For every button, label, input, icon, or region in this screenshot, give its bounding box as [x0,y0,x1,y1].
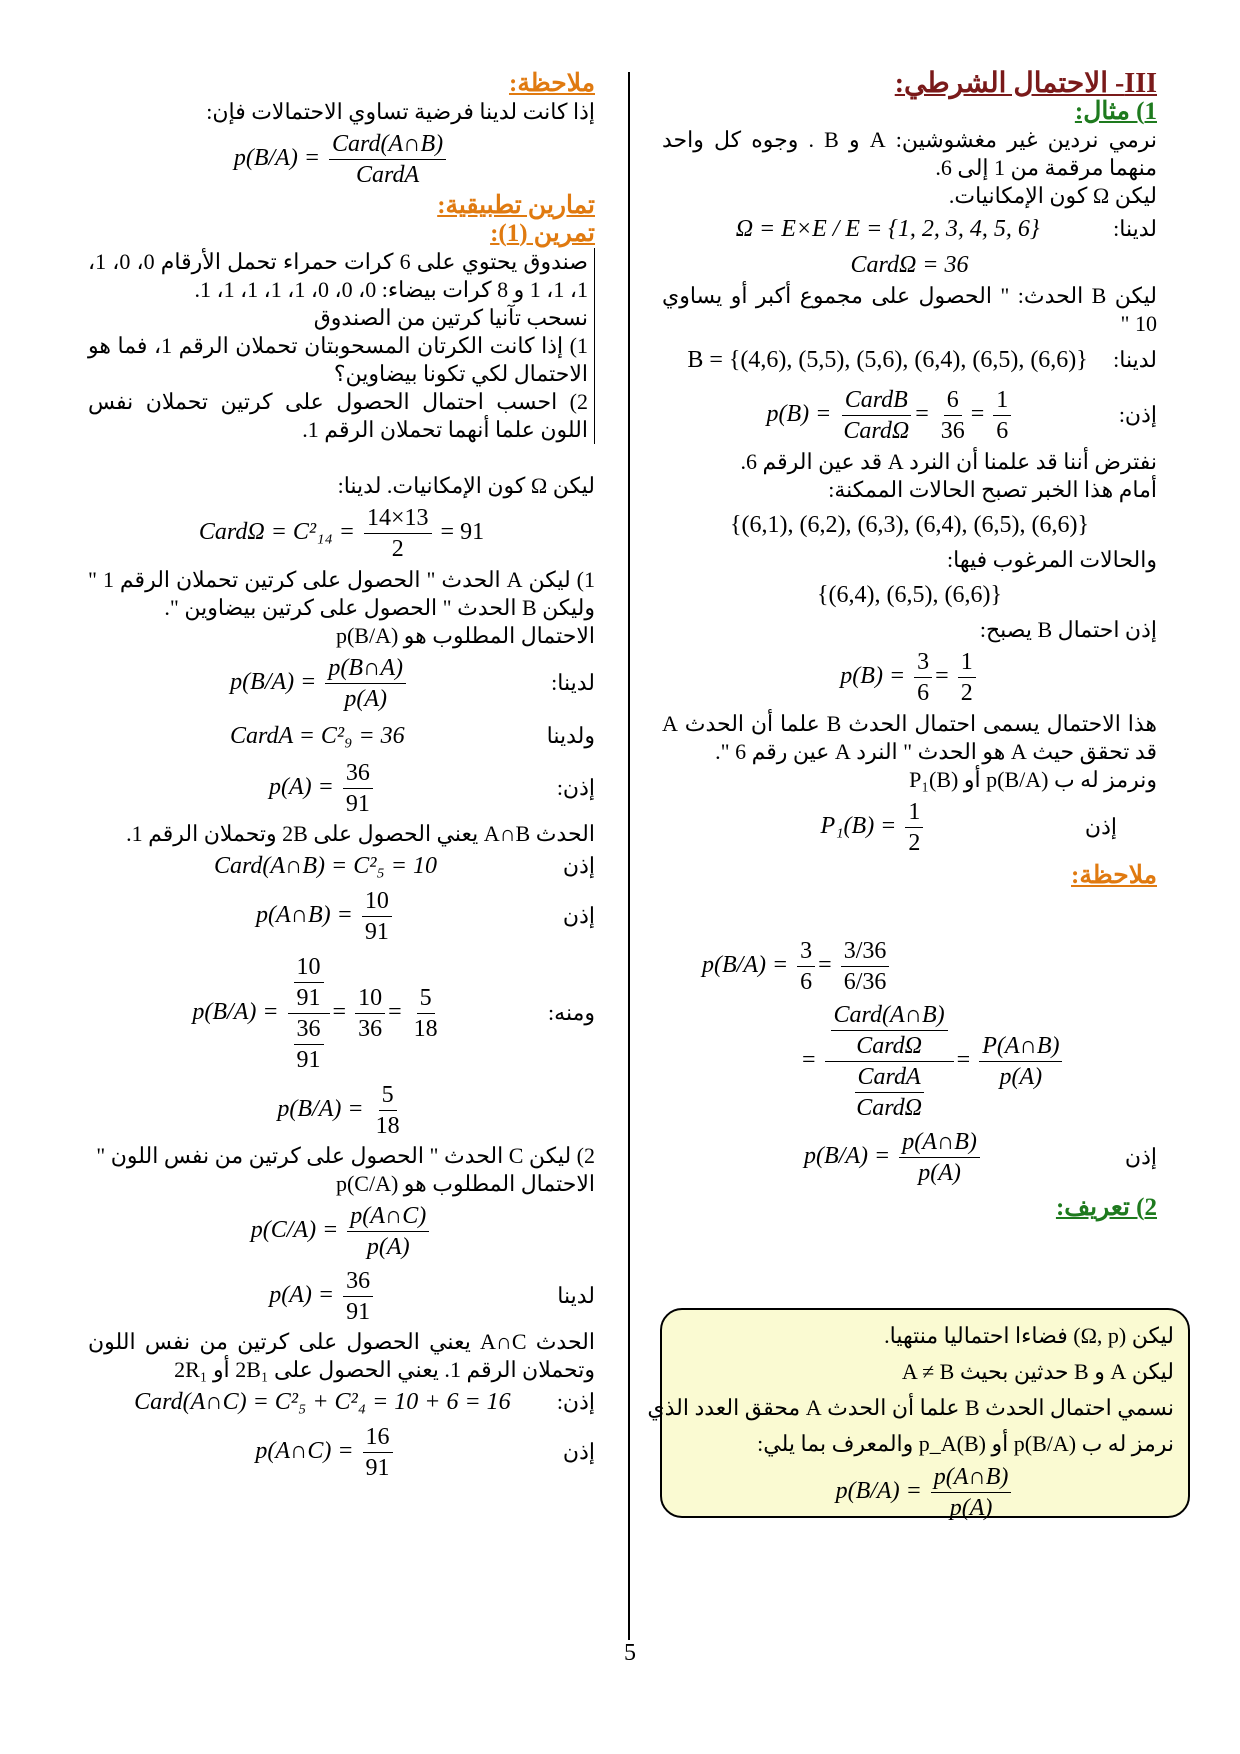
exercises-title: تمارين تطبيقية: [437,192,595,219]
equation-row [88,1198,595,1264]
lhs: P₁(B) = [820,812,897,839]
lhs: p(B) = [766,400,832,427]
equation-row [662,998,1157,1124]
definition-title: 2) تعريف: [1055,1194,1157,1221]
label: إذن [1124,1144,1157,1169]
equation [88,1422,563,1483]
numerator [825,1000,954,1062]
numerator: p(A∩B) [931,1462,1012,1493]
equation-row [662,210,1157,248]
lhs: p(B/A) = [835,1477,922,1504]
numerator: Card(A∩B) [329,129,446,160]
equation [662,797,1085,858]
numerator: p(A∩B) [899,1127,980,1158]
lhs: p(A) = [269,1281,335,1308]
fraction [979,1031,1062,1092]
fraction [363,1422,393,1483]
equation: Card(A∩B) = C²₅ = 10 [213,853,437,879]
page-number: 5 [624,1640,636,1666]
lhs: p(C/A) = [250,1216,339,1243]
label: لدينا: [551,670,595,695]
equation: Ω = E×E / E = {1, 2, 3, 4, 5, 6} [735,216,1040,242]
equation: CardA = C²₉ = 36 [230,723,405,749]
note-title: ملاحظة: [1071,862,1157,889]
equation [88,1080,595,1141]
equation-row [676,1462,1174,1522]
exercise-line: 1) إذا كانت الكرتان المسحوبتان تحملان الرقم 1، فما هو الاحتمال لكي تكونا بيضاوين؟ [88,333,588,386]
lhs: p(B/A) = [702,951,789,978]
equation: {(6,4), (6,5), (6,6)} [817,582,1002,608]
numerator: p(B∩A) [325,653,406,684]
fraction [329,129,446,190]
fraction [373,1080,403,1141]
compound-fraction [288,952,330,1075]
numerator [288,952,330,1014]
equation [88,758,557,819]
denominator: 36 [940,417,965,444]
fraction [853,1062,925,1123]
numerator: 3 [914,647,932,678]
right-column [662,70,1157,1222]
equation-row [662,1124,1157,1190]
denominator: 6 [800,968,813,995]
lhs: p(B/A) = [277,1095,364,1122]
denominator: 91 [296,1046,321,1073]
equation-row [88,1078,595,1142]
equation-row [88,756,595,820]
lhs: p(B/A) = [192,998,279,1025]
paragraph: ليكن Ω كون الإمكانيات. لدينا: [337,473,595,498]
numerator: Card(A∩B) [831,1000,948,1031]
equation-row [88,500,595,566]
denominator: 91 [365,1454,390,1481]
exercise-line: نسحب تآنيا كرتين من الصندوق [313,305,588,330]
denominator: 6/36 [843,968,887,995]
fraction [841,936,890,997]
denominator: CardΩ [843,417,910,444]
equation [88,886,563,947]
equation-row [88,848,595,884]
paragraph: ونرمز له ب p(B/A) أو P₁(B) [909,767,1157,792]
equation [88,653,551,714]
equation-row [88,1420,595,1484]
equation: p(B) = $\frac{\text{CardB}}{\text{CardΩ}}$ = $\frac{6}{36}$ = $\frac{1}{6}$ [662,385,1119,446]
rhs: = 91 [440,518,485,545]
denominator: 6 [917,679,930,706]
equation-row [662,934,1157,998]
denominator: 36 [358,1015,383,1042]
equation: p(B/A) = $\frac{3}{6}$ = $\frac{3/36}{6/36}$ [662,936,1157,997]
numerator: 5 [379,1080,397,1111]
definition-line: نسمي احتمال الحدث B علما أن الحدث A محقق العدد الذي [647,1395,1174,1420]
denominator: CardΩ [856,1032,922,1059]
fraction [938,385,968,446]
fraction [347,1201,429,1262]
numerator: 16 [363,1422,393,1453]
denominator: p(A) [344,685,387,712]
denominator: 2 [908,829,921,856]
numerator: 1 [905,797,923,828]
numerator: 10 [362,886,392,917]
denominator [847,1062,931,1123]
fraction [355,983,385,1044]
paragraph: إذن احتمال B يصبح: [979,617,1157,642]
equation [662,1127,1125,1188]
lhs: p(B/A) = [230,668,317,695]
label: إذن [562,1439,595,1464]
equation-row [662,504,1157,546]
equation [676,1462,1174,1523]
denominator: 2 [391,535,404,562]
equation: {(6,1), (6,2), (6,3), (6,4), (6,5), (6,6)} [730,512,1089,538]
numerator: 1 [993,385,1011,416]
numerator: 36 [343,1266,373,1297]
equation: B = {(4,6), (5,5), (5,6), (6,4), (6,5), (6,6)} [687,347,1088,373]
equation-row [88,1264,595,1328]
numerator: 36 [343,758,373,789]
numerator: 3 [797,936,815,967]
lhs: p(B) = [840,662,906,689]
numerator: 5 [417,983,435,1014]
fraction [831,1000,948,1061]
section-heading: III- الاحتمال الشرطي: [894,68,1157,99]
lhs: p(A∩B) = [256,901,353,928]
equation: p(B/A) = $\frac{\frac{10}{91}}{\frac{36}{91}}$ = $\frac{10}{36}$ = $\frac{5}{18}$ [88,952,548,1075]
numerator: 14×13 [364,503,432,534]
label: إذن: [1118,402,1157,427]
label: ومنه: [548,1000,595,1025]
label: إذن: [556,1389,595,1414]
denominator: CardΩ [856,1094,922,1121]
exercise-statement [88,248,595,444]
equation: p(B) = $\frac{3}{6}$ = $\frac{1}{2}$ [662,647,1157,708]
column-divider [628,72,630,1640]
numerator: 36 [294,1014,324,1045]
definition-box [647,1308,1190,1521]
equation-row [662,338,1157,382]
paragraph: هذا الاحتمال يسمى احتمال الحدث B علما أن الحدث A قد تحقق حيث A هو الحدث " النرد A عين رقم 6 ". [662,711,1157,764]
paragraph: أمام هذا الخبر تصبح الحالات الممكنة: [828,477,1157,502]
fraction [797,936,815,997]
numerator: CardA [855,1062,924,1093]
exercise-line: صندوق يحتوي على 6 كرات حمراء تحمل الأرقام 0، 0، 1، 1، 1، 1 و 8 كرات بيضاء: 0، 0، 0، 1، 1، 1، 1، 1. [88,249,588,302]
denominator: 18 [375,1112,400,1139]
lhs: p(B/A) = [804,1142,891,1169]
denominator: 91 [345,790,370,817]
paragraph: ليكن B الحدث: " الحصول على مجموع أكبر أو يساوي 10 " [662,283,1157,336]
fraction [364,503,432,564]
definition-line: ليكن (Ω, p) فضاءا احتماليا منتهيا. [884,1323,1174,1348]
denominator: p(A) [949,1494,993,1521]
note-title: ملاحظة: [509,70,595,97]
equation: CardΩ = 36 [850,252,969,278]
label: إذن [562,903,595,928]
denominator [288,1014,330,1075]
example-title: 1) مثال: [1074,98,1157,125]
equation-row [662,574,1157,616]
lhs: p(A∩C) = [255,1437,354,1464]
label: إذن [1084,814,1117,839]
fraction [343,1266,373,1327]
exercise-title: تمرين (1): [490,220,595,247]
equation [88,129,595,190]
paragraph: نرمي نردين غير مغشوشين: A و B . وجوه كل واحد منهما مرقمة من 1 إلى 6. [662,127,1158,180]
lhs: CardΩ = C²₁₄ = [198,518,355,545]
paragraph: والحالات المرغوب فيها: [947,547,1157,572]
equation-row [662,248,1157,282]
fraction [343,758,373,819]
fraction [899,1127,980,1188]
label: لدينا: [1113,347,1157,372]
numerator: CardB [842,385,911,416]
equation [88,1266,557,1327]
lhs: p(B/A) = [233,144,321,171]
fraction [958,647,976,708]
equation-row [662,644,1157,710]
fraction [411,983,441,1044]
fraction [905,797,923,858]
equation [88,503,595,564]
definition-line: ليكن A و B حدثين بحيث A ≠ B [901,1359,1174,1384]
equation: Card(A∩C) = C²₅ + C²₄ = 10 + 6 = 16 [134,1389,511,1415]
paragraph: الاحتمال المطلوب هو p(C/A) [335,1171,595,1196]
equation-row [88,884,595,948]
paragraph: الاحتمال المطلوب هو p(B/A) [335,623,595,648]
numerator: p(A∩C) [347,1201,429,1232]
denominator: 91 [364,918,389,945]
paragraph: الحدث A∩C يعني الحصول على كرتين من نفس اللون وتحملان الرقم 1. يعني الحصول على 2B₁ أو 2R₁ [88,1329,595,1382]
definition-line: نرمز له ب p(B/A) أو p_A(B) والمعرف بما يلي: [757,1431,1174,1456]
paragraph: نفترض أننا قد علمنا أن النرد A قد عين الرقم 6. [740,449,1157,474]
fraction [325,653,406,714]
denominator: 6 [996,417,1009,444]
label: إذن [562,853,595,878]
fraction [931,1462,1012,1523]
equation-row [662,794,1157,860]
equation-row [88,650,595,716]
exercise-line: 2) احسب احتمال الحصول على كرتين تحملان نفس اللون علما أنهما تحملان الرقم 1. [88,389,588,442]
fraction [294,1014,324,1075]
equation-row [88,948,595,1078]
denominator: 2 [960,679,973,706]
fraction [993,385,1011,446]
numerator: 3/36 [841,936,890,967]
numerator: 10 [355,983,385,1014]
label: ولدينا [546,723,595,748]
paragraph: الحدث A∩B يعني الحصول على 2B وتحملان الرقم 1. [126,821,595,846]
denominator: 91 [296,984,321,1011]
equation-row [88,716,595,756]
denominator: p(A) [999,1063,1043,1090]
equation-row [88,126,595,192]
paragraph: إذا كانت لدينا فرضية تساوي الاحتمالات فإن: [206,99,595,124]
numerator: 6 [944,385,962,416]
denominator: 91 [346,1298,371,1325]
fraction [294,952,324,1013]
paragraph: 2) ليكن C الحدث " الحصول على كرتين من نفس اللون " [96,1143,595,1168]
label: لدينا [557,1283,595,1308]
label: لدينا: [1113,216,1157,241]
numerator: 1 [958,647,976,678]
compound-fraction [825,1000,954,1123]
fraction [840,385,912,446]
numerator: 10 [294,952,324,983]
left-column [88,70,595,1484]
fraction [914,647,932,708]
denominator: p(A) [366,1233,410,1260]
fraction [362,886,392,947]
denominator: 18 [413,1015,438,1042]
equation-row [662,382,1157,448]
lhs: p(A) = [268,773,334,800]
denominator: p(A) [918,1159,961,1186]
equation [88,1201,595,1262]
equation: = $\frac{\frac{\text{Card(A∩B)}}{\text{CardΩ}}}{\frac{\text{CardA}}{\text{CardΩ}}}$ = $\frac{P(A\cap B)}{p(A)}$ [662,1000,1157,1123]
paragraph: 1) ليكن A الحدث " الحصول على كرتين تحملان الرقم 1 " وليكن B الحدث " الحصول على كرتين بيضاوين ". [88,567,595,620]
numerator: P(A∩B) [979,1031,1062,1062]
label: إذن: [556,775,595,800]
paragraph: ليكن Ω كون الإمكانيات. [948,183,1157,208]
equation-row [88,1384,595,1420]
denominator: CardA [356,161,420,188]
